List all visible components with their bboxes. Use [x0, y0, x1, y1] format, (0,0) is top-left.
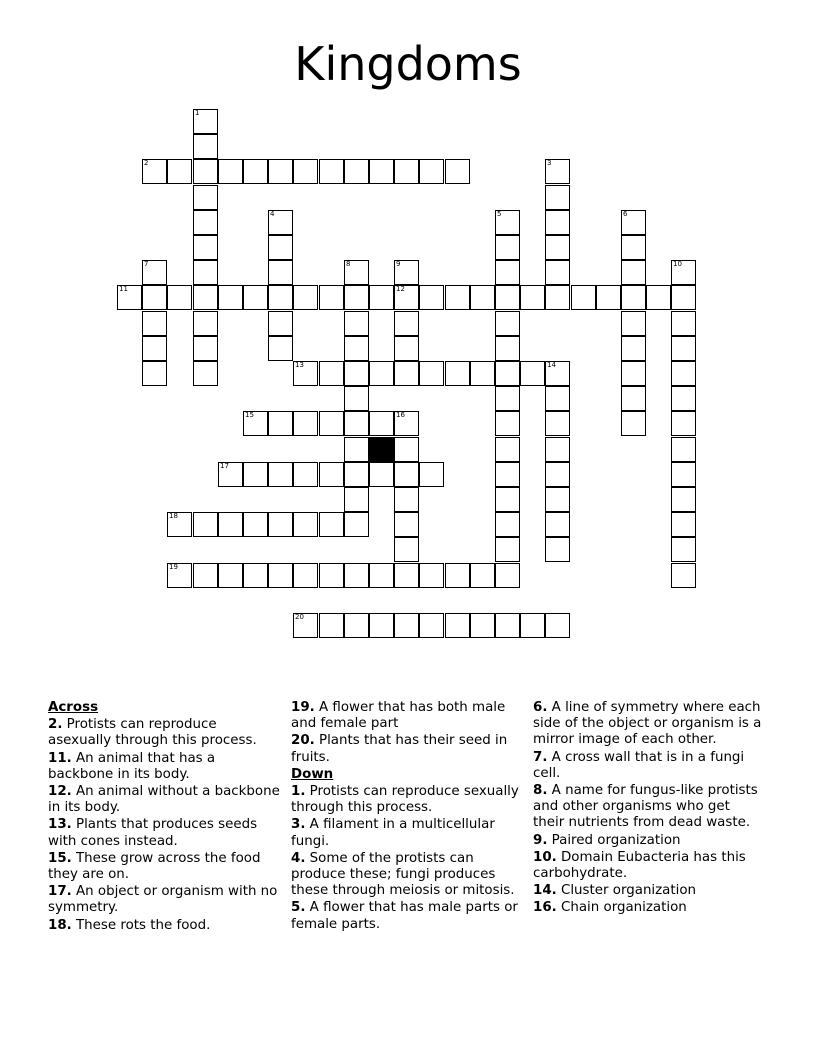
clue-text: Paired organization [547, 832, 681, 848]
grid-cell[interactable] [394, 462, 419, 487]
grid-cell[interactable] [621, 386, 646, 411]
grid-cell[interactable] [293, 159, 318, 184]
grid-cell[interactable] [621, 285, 646, 310]
grid-cell[interactable] [293, 411, 318, 436]
grid-cell[interactable] [293, 512, 318, 537]
grid-cell[interactable] [193, 512, 218, 537]
grid-cell[interactable] [495, 386, 520, 411]
grid-cell[interactable] [394, 285, 419, 310]
grid-cell[interactable] [344, 159, 369, 184]
grid-cell[interactable] [167, 512, 192, 537]
clue-number-label: 18 [169, 512, 178, 520]
grid-cell[interactable] [621, 210, 646, 235]
grid-cell[interactable] [545, 235, 570, 260]
grid-cell[interactable] [646, 285, 671, 310]
grid-cell[interactable] [621, 336, 646, 361]
grid-cell[interactable] [218, 512, 243, 537]
clue-number-label: 17 [220, 462, 229, 470]
grid-cell[interactable] [671, 260, 696, 285]
grid-cell[interactable] [545, 210, 570, 235]
grid-cell[interactable] [495, 285, 520, 310]
clue-number: 2. [48, 717, 63, 733]
clue-item [48, 717, 280, 749]
grid-cell[interactable] [319, 613, 344, 638]
clue-number-label: 13 [295, 361, 304, 369]
grid-cell[interactable] [193, 311, 218, 336]
grid-cell[interactable] [167, 563, 192, 588]
clue-number-label: 7 [144, 260, 149, 268]
grid-cell[interactable] [394, 159, 419, 184]
clue-text: A line of symmetry where each side of the object or organism is a mirror image of each other. [533, 700, 762, 748]
clue-item [48, 918, 280, 934]
grid-cell[interactable] [369, 462, 394, 487]
grid-cell[interactable] [344, 462, 369, 487]
grid-cell[interactable] [193, 109, 218, 134]
grid-cell[interactable] [243, 563, 268, 588]
black-cell [369, 437, 394, 462]
clue-text: Some of the protists can produce these; fungi produces these through meiosis or mitosis. [291, 850, 515, 899]
grid-cell[interactable] [445, 563, 470, 588]
grid-cell[interactable] [319, 285, 344, 310]
grid-cell[interactable] [218, 159, 243, 184]
grid-cell[interactable] [671, 336, 696, 361]
grid-cell[interactable] [394, 487, 419, 512]
grid-cell[interactable] [419, 361, 444, 386]
grid-cell[interactable] [394, 311, 419, 336]
clue-number: 15. [48, 850, 72, 866]
grid-cell[interactable] [495, 563, 520, 588]
clue-text: A filament in a multicellular fungi. [291, 817, 495, 849]
grid-cell[interactable] [545, 512, 570, 537]
grid-cell[interactable] [369, 563, 394, 588]
grid-cell[interactable] [344, 285, 369, 310]
grid-cell[interactable] [319, 361, 344, 386]
grid-cell[interactable] [520, 285, 545, 310]
grid-cell[interactable] [319, 462, 344, 487]
grid-cell[interactable] [268, 159, 293, 184]
clue-number: 3. [291, 817, 306, 833]
clue-item [48, 784, 280, 816]
clue-number-label: 6 [623, 210, 628, 218]
grid-cell[interactable] [545, 537, 570, 562]
grid-cell[interactable] [369, 285, 394, 310]
grid-cell[interactable] [167, 159, 192, 184]
grid-cell[interactable] [193, 260, 218, 285]
clue-number-label: 14 [547, 361, 556, 369]
grid-cell[interactable] [671, 537, 696, 562]
clue-number: 13. [48, 817, 72, 833]
grid-cell[interactable] [344, 437, 369, 462]
clue-number-label: 19 [169, 563, 178, 571]
clue-number: 1. [291, 784, 306, 800]
clue-item [533, 700, 765, 749]
grid-cell[interactable] [596, 285, 621, 310]
clue-number-label: 10 [673, 260, 682, 268]
grid-cell[interactable] [167, 285, 192, 310]
grid-cell[interactable] [344, 512, 369, 537]
grid-cell[interactable] [495, 613, 520, 638]
clue-text: These grow across the food they are on. [48, 850, 261, 883]
clue-number: 10. [533, 849, 557, 865]
grid-cell[interactable] [671, 487, 696, 512]
grid-cell[interactable] [545, 462, 570, 487]
grid-cell[interactable] [268, 260, 293, 285]
clue-number: 9. [533, 832, 548, 848]
clue-item [48, 884, 280, 916]
grid-cell[interactable] [193, 361, 218, 386]
grid-cell[interactable] [394, 437, 419, 462]
grid-cell[interactable] [218, 285, 243, 310]
grid-cell[interactable] [419, 285, 444, 310]
grid-cell[interactable] [495, 411, 520, 436]
clue-number-label: 15 [245, 411, 254, 419]
grid-cell[interactable] [243, 512, 268, 537]
clue-number: 5. [291, 900, 306, 916]
clue-text: A flower that has male parts or female parts. [291, 900, 518, 932]
clue-item [533, 883, 765, 899]
grid-cell[interactable] [621, 411, 646, 436]
clue-text: Protists can reproduce sexually through this process. [291, 784, 519, 816]
grid-cell[interactable] [495, 210, 520, 235]
grid-cell[interactable] [268, 462, 293, 487]
grid-cell[interactable] [344, 311, 369, 336]
grid-cell[interactable] [571, 285, 596, 310]
grid-cell[interactable] [419, 462, 444, 487]
grid-cell[interactable] [671, 512, 696, 537]
grid-cell[interactable] [369, 411, 394, 436]
grid-cell[interactable] [193, 159, 218, 184]
clue-text: Plants that has their seed in fruits. [291, 733, 508, 765]
grid-cell[interactable] [470, 563, 495, 588]
clue-number: 14. [533, 883, 557, 899]
clue-text: Chain organization [556, 900, 687, 916]
clue-column-3 [533, 700, 765, 918]
grid-cell[interactable] [394, 512, 419, 537]
grid-cell[interactable] [621, 235, 646, 260]
grid-cell[interactable] [268, 311, 293, 336]
grid-cell[interactable] [142, 361, 167, 386]
grid-cell[interactable] [671, 462, 696, 487]
grid-cell[interactable] [495, 537, 520, 562]
grid-cell[interactable] [470, 361, 495, 386]
grid-cell[interactable] [243, 159, 268, 184]
grid-cell[interactable] [445, 159, 470, 184]
clue-number-label: 4 [270, 210, 275, 218]
grid-cell[interactable] [671, 311, 696, 336]
grid-cell[interactable] [344, 613, 369, 638]
clue-item [48, 851, 280, 883]
grid-cell[interactable] [671, 361, 696, 386]
across-heading: Across [48, 700, 99, 715]
grid-cell[interactable] [268, 411, 293, 436]
grid-cell[interactable] [268, 235, 293, 260]
grid-cell[interactable] [394, 361, 419, 386]
grid-cell[interactable] [621, 311, 646, 336]
grid-cell[interactable] [193, 235, 218, 260]
grid-cell[interactable] [142, 311, 167, 336]
grid-cell[interactable] [495, 311, 520, 336]
clue-number: 20. [291, 733, 315, 749]
clue-text: Plants that produces seeds with cones instead. [48, 817, 258, 849]
grid-cell[interactable] [193, 336, 218, 361]
grid-cell[interactable] [344, 563, 369, 588]
grid-cell[interactable] [545, 285, 570, 310]
grid-cell[interactable] [268, 563, 293, 588]
clue-number: 7. [533, 749, 548, 765]
clue-number-label: 11 [119, 285, 128, 293]
grid-cell[interactable] [419, 613, 444, 638]
clue-number-label: 16 [396, 411, 405, 419]
clue-text: Domain Eubacteria has this carbohydrate. [533, 849, 746, 882]
clue-number-label: 20 [295, 613, 304, 621]
grid-cell[interactable] [495, 487, 520, 512]
clue-number-label: 1 [195, 109, 200, 117]
page-title: Kingdoms [294, 37, 522, 91]
grid-cell[interactable] [520, 361, 545, 386]
grid-cell[interactable] [394, 260, 419, 285]
clue-item [291, 733, 523, 765]
grid-cell[interactable] [293, 563, 318, 588]
clue-text: Protists can reproduce asexually through this process. [48, 717, 257, 749]
clue-number: 16. [533, 900, 557, 916]
clue-item [533, 850, 765, 882]
clue-number: 11. [48, 750, 72, 766]
grid-cell[interactable] [369, 361, 394, 386]
clue-item [291, 784, 523, 816]
grid-cell[interactable] [319, 512, 344, 537]
clue-text: These rots the food. [71, 917, 211, 933]
grid-cell[interactable] [319, 159, 344, 184]
grid-cell[interactable] [344, 411, 369, 436]
clue-item [533, 783, 765, 832]
grid-cell[interactable] [419, 563, 444, 588]
grid-cell[interactable] [268, 512, 293, 537]
grid-cell[interactable] [369, 613, 394, 638]
grid-cell[interactable] [470, 613, 495, 638]
grid-cell[interactable] [621, 260, 646, 285]
grid-cell[interactable] [293, 361, 318, 386]
grid-cell[interactable] [394, 613, 419, 638]
grid-cell[interactable] [193, 210, 218, 235]
grid-cell[interactable] [218, 563, 243, 588]
clue-item [533, 900, 765, 916]
grid-cell[interactable] [268, 285, 293, 310]
clue-text: A cross wall that is in a fungi cell. [533, 749, 745, 781]
grid-cell[interactable] [545, 260, 570, 285]
grid-cell[interactable] [243, 411, 268, 436]
grid-cell[interactable] [293, 613, 318, 638]
grid-cell[interactable] [319, 411, 344, 436]
grid-cell[interactable] [495, 462, 520, 487]
grid-cell[interactable] [142, 260, 167, 285]
grid-cell[interactable] [495, 361, 520, 386]
clue-number-label: 12 [396, 285, 405, 293]
clue-text: An object or organism with no symmetry. [48, 884, 278, 916]
grid-cell[interactable] [445, 613, 470, 638]
grid-cell[interactable] [545, 487, 570, 512]
clue-item [533, 833, 765, 849]
grid-cell[interactable] [319, 563, 344, 588]
clue-number-label: 2 [144, 159, 149, 167]
clue-item [291, 851, 523, 900]
grid-cell[interactable] [193, 563, 218, 588]
grid-cell[interactable] [671, 437, 696, 462]
clue-number-label: 5 [497, 210, 502, 218]
grid-cell[interactable] [369, 159, 394, 184]
grid-cell[interactable] [293, 285, 318, 310]
clue-column-1 [48, 700, 280, 935]
clue-number-label: 3 [547, 159, 552, 167]
clue-number: 8. [533, 783, 548, 799]
grid-cell[interactable] [193, 185, 218, 210]
grid-cell[interactable] [495, 235, 520, 260]
grid-cell[interactable] [671, 386, 696, 411]
grid-cell[interactable] [671, 563, 696, 588]
clue-number: 19. [291, 700, 315, 715]
grid-cell[interactable] [268, 210, 293, 235]
grid-cell[interactable] [193, 285, 218, 310]
clue-item [48, 751, 280, 783]
grid-cell[interactable] [495, 260, 520, 285]
grid-cell[interactable] [344, 260, 369, 285]
grid-cell[interactable] [344, 361, 369, 386]
grid-cell[interactable] [344, 386, 369, 411]
grid-cell[interactable] [495, 512, 520, 537]
grid-cell[interactable] [545, 361, 570, 386]
grid-cell[interactable] [218, 462, 243, 487]
grid-cell[interactable] [117, 285, 142, 310]
grid-cell[interactable] [394, 537, 419, 562]
grid-cell[interactable] [293, 462, 318, 487]
grid-cell[interactable] [445, 285, 470, 310]
grid-cell[interactable] [470, 285, 495, 310]
grid-cell[interactable] [142, 159, 167, 184]
clue-number: 12. [48, 784, 72, 800]
down-heading: Down [291, 766, 334, 782]
grid-cell[interactable] [142, 336, 167, 361]
grid-cell[interactable] [545, 411, 570, 436]
clue-number-label: 8 [346, 260, 351, 268]
grid-cell[interactable] [344, 487, 369, 512]
grid-cell[interactable] [545, 437, 570, 462]
clue-number: 17. [48, 884, 72, 900]
grid-cell[interactable] [193, 134, 218, 159]
grid-cell[interactable] [268, 336, 293, 361]
grid-cell[interactable] [545, 386, 570, 411]
clue-item [291, 700, 523, 732]
grid-cell[interactable] [142, 285, 167, 310]
grid-cell[interactable] [243, 285, 268, 310]
grid-cell[interactable] [344, 336, 369, 361]
grid-cell[interactable] [545, 613, 570, 638]
clue-text: A flower that has both male and female part [291, 700, 506, 732]
clue-text: An animal that has a backbone in its body. [48, 750, 216, 782]
grid-cell[interactable] [419, 159, 444, 184]
grid-cell[interactable] [394, 336, 419, 361]
clue-number-label: 9 [396, 260, 401, 268]
clue-number: 6. [533, 700, 548, 715]
clue-number: 18. [48, 917, 72, 933]
clue-item [533, 750, 765, 782]
clue-column-2 [291, 700, 523, 934]
clue-text: An animal without a backbone in its body. [48, 784, 280, 816]
clue-text: A name for fungus-like protists and other organisms who get their nutrients from dead waste. [533, 783, 758, 831]
grid-cell[interactable] [545, 159, 570, 184]
grid-cell[interactable] [495, 437, 520, 462]
grid-cell[interactable] [545, 185, 570, 210]
grid-cell[interactable] [243, 462, 268, 487]
grid-cell[interactable] [671, 285, 696, 310]
grid-cell[interactable] [621, 361, 646, 386]
grid-cell[interactable] [520, 613, 545, 638]
grid-cell[interactable] [394, 563, 419, 588]
clue-item [48, 817, 280, 849]
clue-item [291, 900, 523, 932]
clue-number: 4. [291, 850, 306, 866]
grid-cell[interactable] [495, 336, 520, 361]
grid-cell[interactable] [445, 361, 470, 386]
grid-cell[interactable] [671, 411, 696, 436]
clue-text: Cluster organization [556, 883, 697, 899]
grid-cell[interactable] [394, 411, 419, 436]
clue-item [291, 817, 523, 849]
